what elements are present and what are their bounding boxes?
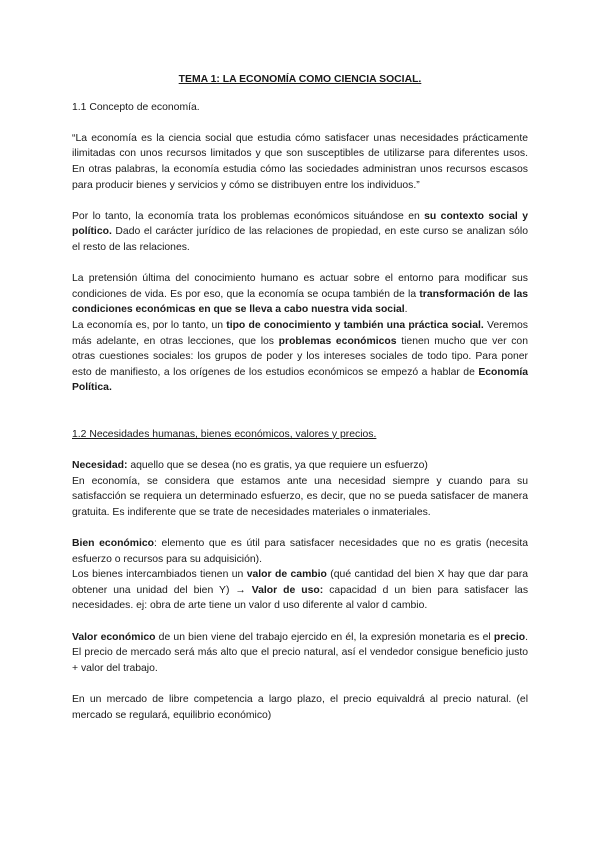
definition-quote: “La economía es la ciencia social que estudia cómo satisfacer unas necesidades prácticamente ilimitadas con unos recursos limitados y que son susceptibles de utilizarse para diferentes usos. En otras palabras, la economía estudia cómo las sociedades administran unos recursos escasos para producir bienes y servicios y cómo se distribuyen entre los individuos.” — [72, 132, 528, 191]
section-1-heading: 1.1 Concepto de economía. — [72, 101, 200, 113]
valor-economico-paragraph: Valor económico de un bien viene del trabajo ejercido en él, la expresión monetaria es el precio. El precio de mercado será más alto que el precio natural, así el vendedor consigue beneficio justo + valor del trabajo. — [72, 631, 528, 674]
bien-economico-definition: Bien económico: elemento que es útil para satisfacer necesidades que no es gratis (necesita esfuerzo o recursos para su adquisición). — [72, 538, 528, 565]
necesidad-explanation: En economía, se considera que estamos ante una necesidad siempre y cuando para su satisfacción se requiera un determinado esfuerzo, es decir, que no se pueda satisfacer de manera gratuita. Es indiferente que se trate de necesidades materiales o inmateriales. — [72, 475, 528, 518]
section-2-heading: 1.2 Necesidades humanas, bienes económicos, valores y precios. — [72, 428, 377, 440]
mercado-libre-paragraph: En un mercado de libre competencia a largo plazo, el precio equivaldrá al precio natural. (el mercado se regulará, equilibrio económico) — [72, 693, 528, 721]
document-page — [72, 72, 528, 723]
paragraph-practica-social: La economía es, por lo tanto, un tipo de conocimiento y también una práctica social. Veremos más adelante, en otras lecciones, que los problemas económicos tienen mucho que ver con otras cuestiones sociales: los grupos de poder y los intereses sociales de todo tipo. Para poner esto de manifiesto, a los orígenes de los estudios económicos se empezó a hablar de Economía Política. — [72, 319, 528, 394]
valor-cambio-uso: Los bienes intercambiados tienen un valor de cambio (qué cantidad del bien X hay que dar para obtener una unidad del bien Y) → Valor de uso: capacidad d un bien para satisfacer las necesidades. ej: obra de arte tiene un valor d uso diferente al valor d cambio. — [72, 569, 529, 612]
document-title: TEMA 1: LA ECONOMÍA COMO CIENCIA SOCIAL. — [178, 74, 422, 85]
necesidad-definition: Necesidad: aquello que se desea (no es gratis, ya que requiere un esfuerzo) — [72, 460, 428, 472]
paragraph-pretension: La pretensión última del conocimiento humano es actuar sobre el entorno para modificar sus condiciones de vida. Es por eso, que la economía se ocupa también de la transformación de las condiciones económicas en que se lleva a cabo nuestra vida social. — [72, 273, 529, 316]
paragraph-context: Por lo tanto, la economía trata los problemas económicos situándose en su contexto social y político. Dado el carácter jurídico de las relaciones de propiedad, en este curso se analizan sólo el resto de las relaciones. — [72, 210, 528, 253]
